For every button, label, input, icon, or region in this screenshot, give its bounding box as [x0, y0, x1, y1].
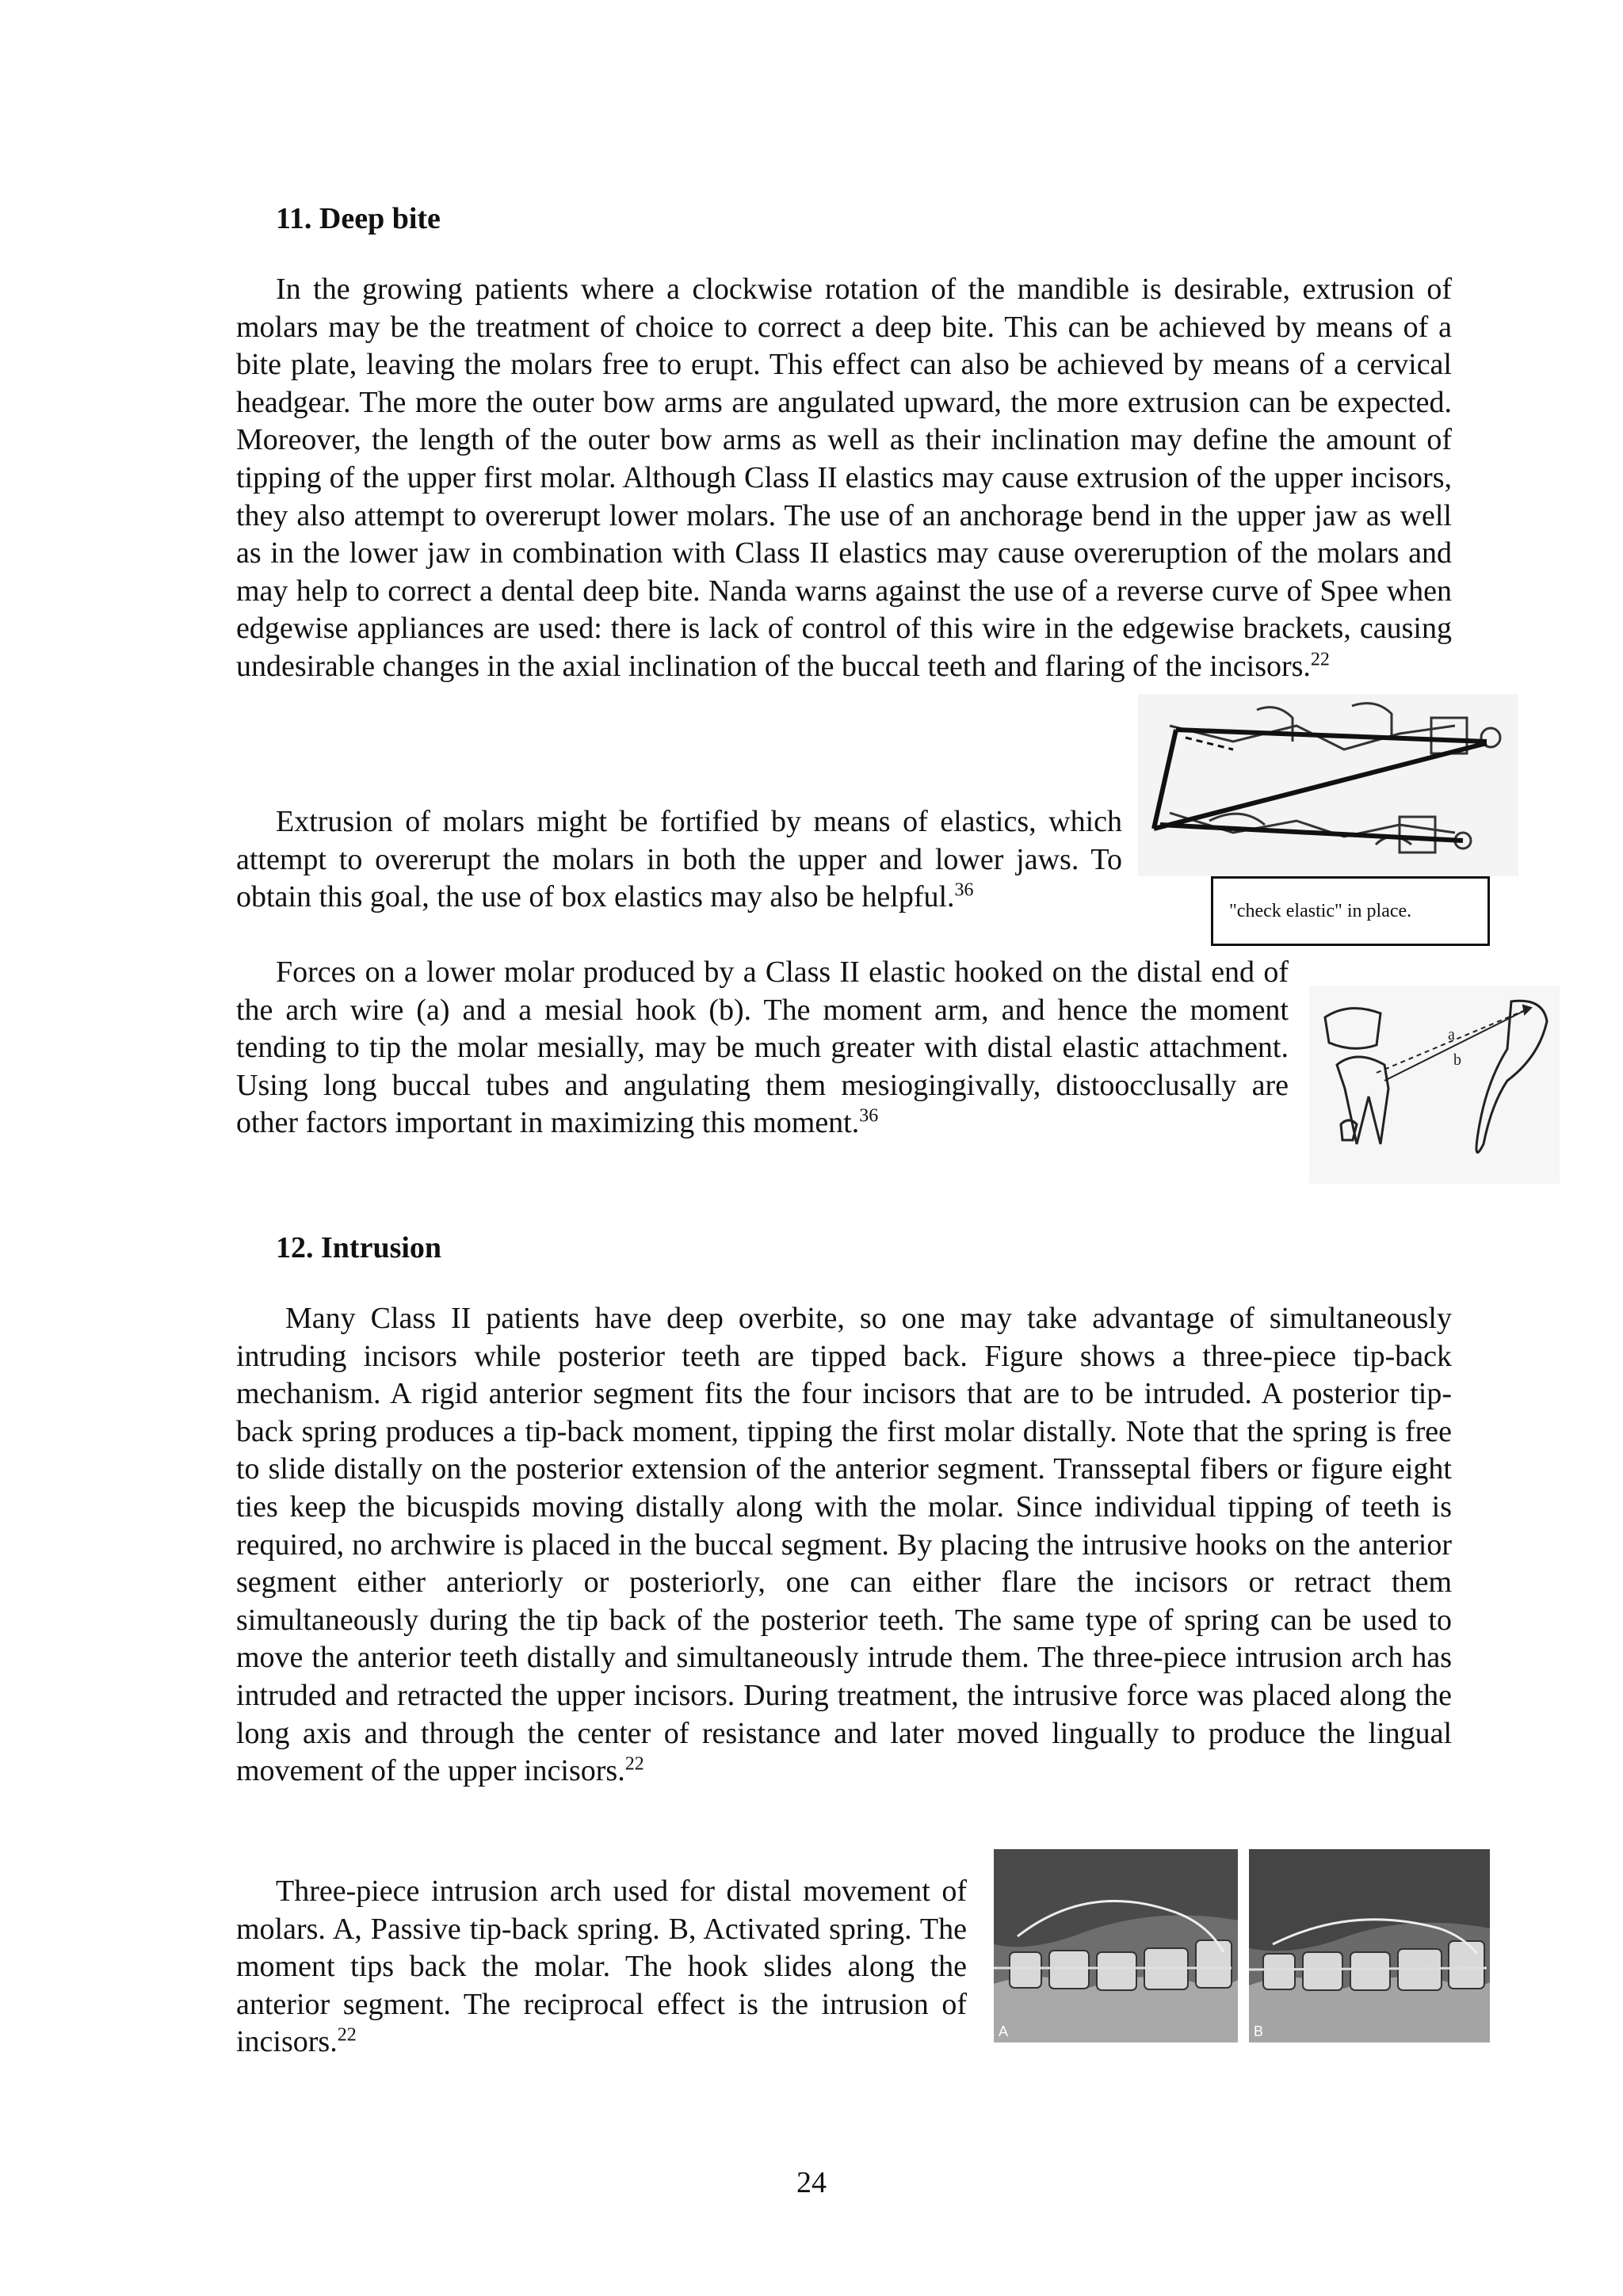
reference-22b: 22	[624, 1753, 644, 1775]
section-heading-deep-bite: 11. Deep bite	[276, 202, 441, 235]
reference-22c: 22	[337, 2024, 357, 2046]
paragraph-intrusion-1	[236, 1300, 1452, 1791]
paragraph-intrusion-2-text: Three-piece intrusion arch used for distal movement of molars. A, Passive tip-back spring. B, Activated spring. The moment tips back the molar. The hook slides along the anterior segment. The reciprocal effect is the intrusion of incisors.	[236, 1875, 967, 2059]
photo-a-drawing	[994, 1849, 1238, 2042]
photo-label-b: B	[1254, 2023, 1264, 2039]
force-label-b: b	[1453, 1051, 1461, 1069]
force-label-a: a	[1448, 1026, 1455, 1043]
photo-b-drawing	[1249, 1849, 1490, 2042]
paragraph-deep-bite-1	[236, 271, 1452, 686]
paragraph-deep-bite-2	[236, 803, 1122, 917]
paragraph-deep-bite-3-text: Forces on a lower molar produced by a Class II elastic hooked on the distal end of the arch wire (a) and a mesial hook (b). The moment arm, and hence the moment tending to tip the molar mesially, may be much greater with distal elastic attachment. Using long buccal tubes and angulating them mesiogingivally, distoocclusally are other factors important in maximizing this moment.	[236, 955, 1289, 1140]
figure-caption-check-elastic: "check elastic" in place.	[1211, 876, 1490, 946]
paragraph-intrusion-2	[236, 1873, 967, 2061]
reference-36: 36	[954, 879, 974, 901]
photo-activated-spring	[1249, 1849, 1490, 2042]
paragraph-intrusion-1-text: Many Class II patients have deep overbite, so one may take advantage of simultaneously intruding incisors while posterior teeth are tipped back. Figure shows a three-piece tip-back mechanism. A rigid anterior segment fits the four incisors that are to be intruded. A posterior tip-back spring produces a tip-back moment, tipping the first molar distally. Note that the spring is free to slide distally on the posterior extension of the anterior segment. Transseptal fibers or figure eight ties keep the bicuspids moving distally along with the molar. Since individual tipping of teeth is required, no archwire is placed in the buccal segment. By placing the intrusive hooks on the anterior segment either anteriorly or posteriorly, one can either flare the incisors or retract them simultaneously during the tip back of the posterior teeth. The same type of spring can be used to move the anterior teeth distally and simultaneously intrude them. The three-piece intrusion arch has intruded and retracted the upper incisors. During treatment, the intrusive force was placed along the long axis and through the center of resistance and later moved lingually to produce the lingual movement of the upper incisors.	[236, 1302, 1452, 1788]
reference-36b: 36	[859, 1105, 879, 1127]
paragraph-deep-bite-1-text: In the growing patients where a clockwise rotation of the mandible is desirable, extrusion of molars may be the treatment of choice to correct a deep bite. This can be achieved by means of a bite plate, leaving the molars free to erupt. This effect can also be achieved by means of a cervical headgear. The more the outer bow arms are angulated upward, the more extrusion can be expected. Moreover, the length of the outer bow arms as well as their inclination may define the amount of tipping of the upper first molar. Although Class II elastics may cause extrusion of the upper incisors, they also attempt to overerupt lower molars. The use of an anchorage bend in the upper jaw as well as in the lower jaw in combination with Class II elastics may cause overeruption of the molars and may help to correct a dental deep bite. Nanda warns against the use of a reverse curve of Spee when edgewise appliances are used: there is lack of control of this wire in the edgewise brackets, causing undesirable changes in the axial inclination of the buccal teeth and flaring of the incisors.	[236, 273, 1452, 683]
check-elastic-drawing	[1138, 694, 1518, 876]
molar-forces-drawing	[1309, 986, 1560, 1184]
figure-molar-forces-diagram	[1309, 986, 1560, 1184]
figure-check-elastic-diagram	[1138, 694, 1518, 876]
reference-22: 22	[1310, 649, 1330, 670]
paragraph-deep-bite-2-text: Extrusion of molars might be fortified by means of elastics, which attempt to overerupt the molars in both the upper and lower jaws. To obtain this goal, the use of box elastics may also be helpful.	[236, 805, 1122, 914]
section-heading-intrusion: 12. Intrusion	[276, 1231, 442, 1264]
photo-passive-tip-back-spring	[994, 1849, 1238, 2042]
photo-label-a: A	[999, 2023, 1009, 2039]
page-number: 24	[796, 2166, 827, 2199]
paragraph-deep-bite-3	[236, 954, 1289, 1142]
